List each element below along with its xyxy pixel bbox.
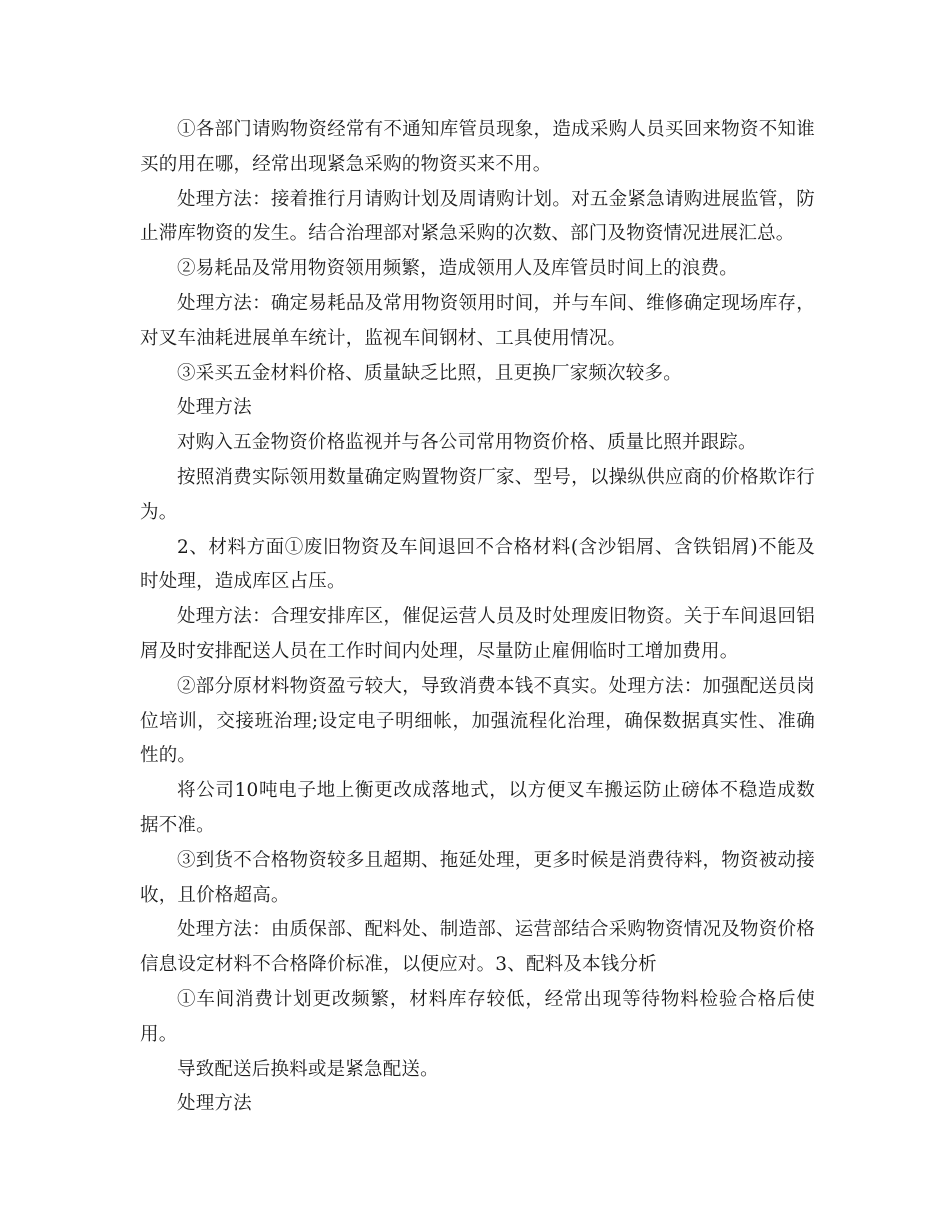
paragraph: 处理方法：接着推行月请购计划及周请购计划。对五金紧急请购进展监管，防止滞库物资的发生。结合治理部对紧急采购的次数、部门及物资情况进展汇总。 [140,188,815,245]
paragraph: 处理方法：由质保部、配料处、制造部、运营部结合采购物资情况及物资价格信息设定材料不合格降价标准，以便应对。3、配料及本钱分析 [140,919,815,976]
paragraph: ②易耗品及常用物资领用频繁，造成领用人及库管员时间上的浪费。 [177,258,739,280]
paragraph: ①车间消费计划更改频繁，材料库存较低，经常出现等待物料检验合格后使用。 [140,988,815,1045]
paragraph: ②部分原材料物资盈亏较大，导致消费本钱不真实。处理方法：加强配送员岗位培训，交接班治理;设定电子明细帐，加强流程化治理，确保数据真实性、准确性的。 [140,675,815,767]
paragraph: 2、材料方面①废旧物资及车间退回不合格材料(含沙铝屑、含铁铝屑)不能及时处理，造成库区占压。 [140,536,815,593]
paragraph: ③采买五金材料价格、质量缺乏比照，且更换厂家频次较多。 [177,362,682,384]
paragraph: 处理方法：合理安排库区，催促运营人员及时处理废旧物资。关于车间退回铝屑及时安排配送人员在工作时间内处理，尽量防止雇佣临时工增加费用。 [140,606,815,662]
paragraph: 对购入五金物资价格监视并与各公司常用物资价格、质量比照并跟踪。 [177,432,757,454]
paragraph: ①各部门请购物资经常有不通知库管员现象，造成采购人员买回来物资不知谁买的用在哪，经常出现紧急采购的物资买来不用。 [140,119,815,175]
paragraph: 按照消费实际领用数量确定购置物资厂家、型号，以操纵供应商的价格欺诈行为。 [140,466,815,523]
paragraph: 处理方法 [177,397,252,419]
paragraph: 处理方法：确定易耗品及常用物资领用时间，并与车间、维修确定现场库存，对叉车油耗进展单车统计，监视车间钢材、工具使用情况。 [140,292,815,349]
paragraph: 将公司10吨电子地上衡更改成落地式，以方便叉车搬运防止磅体不稳造成数据不准。 [140,780,815,836]
paragraph: 导致配送后换料或是紧急配送。 [177,1058,439,1080]
paragraph: 处理方法 [177,1093,252,1115]
paragraph: ③到货不合格物资较多且超期、拖延处理，更多时候是消费待料，物资被动接收，且价格超高。 [140,849,815,906]
document-body [140,113,815,1122]
